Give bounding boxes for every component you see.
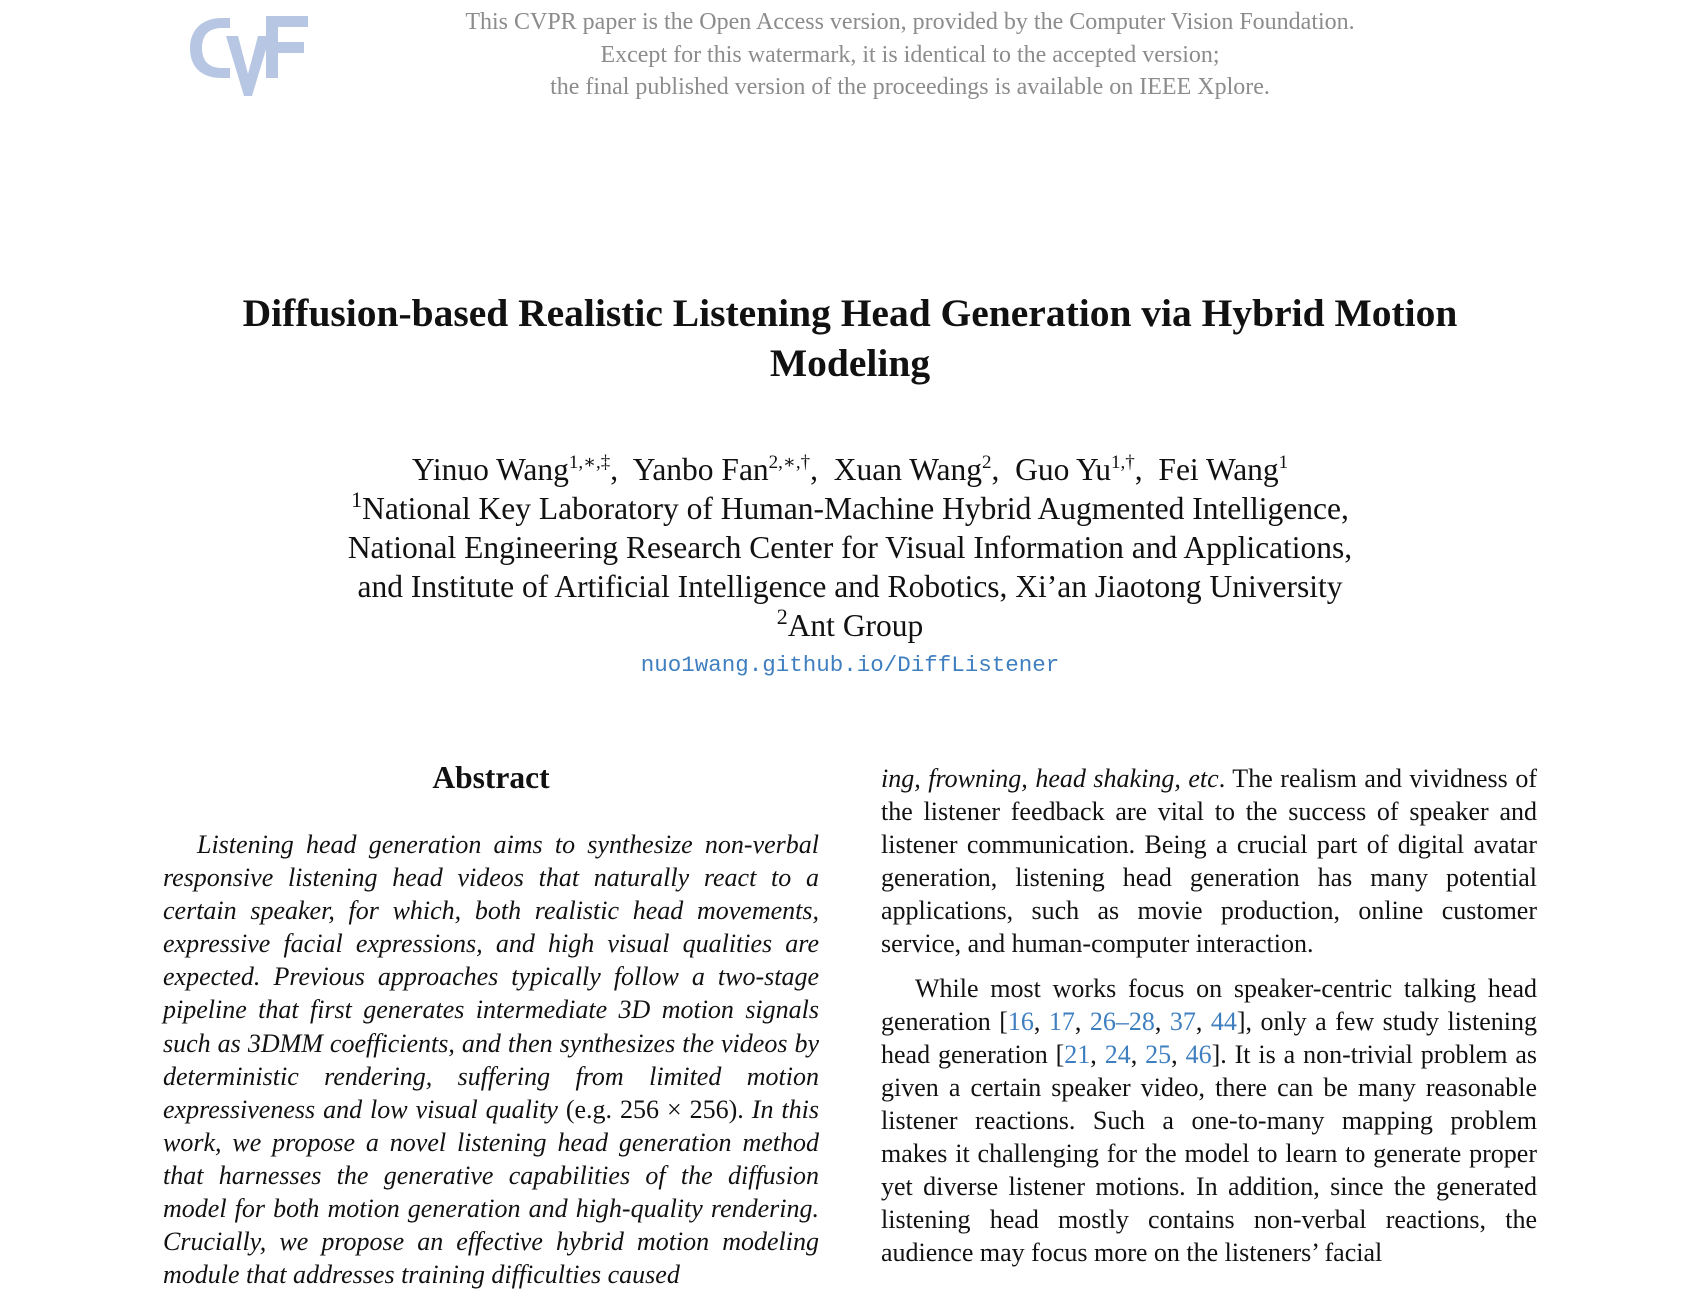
- watermark-line: Except for this watermark, it is identical to the accepted version;: [600, 41, 1220, 68]
- intro-text: ], only a few study listening head generation [: [881, 1006, 1538, 1069]
- citation-link[interactable]: 17: [1048, 1006, 1075, 1036]
- citation-link[interactable]: 25: [1145, 1039, 1172, 1069]
- cvf-logo-icon: [186, 14, 310, 96]
- affiliation-1-line3: and Institute of Artificial Intelligence and Robotics, Xi’an Jiaotong University: [357, 569, 1343, 604]
- citation-link[interactable]: 46: [1185, 1039, 1212, 1069]
- intro-paragraph-2: While most works focus on speaker-centric talking head generation [16, 17, 26–28, 37, 44], only a few study listening head generation [21, 24, 25, 46]. It is a non-trivial problem as given a certain speaker video, there can be many reasonable listener reactions. Such a one-to-many mapping problem makes it challenging for the model to learn to generate proper yet diverse listener motions. In addition, since the generated listening head mostly contains non-verbal reactions, the audience may focus more on the listeners’ facial: [881, 973, 1538, 1268]
- introduction-column: [881, 762, 1537, 1269]
- abstract-text: In this work, we propose a novel listening head generation method that harnesses the generative capabilities of the diffusion model for both motion generation and high-quality rendering. Crucially, we propose an effective hybrid motion modeling module that addresses training difficulties caused: [163, 1094, 819, 1290]
- author-block: [250, 450, 1450, 645]
- affiliation-mark: 1: [351, 487, 363, 512]
- intro-text: While most works focus on speaker-centric talking head generation [: [881, 973, 1537, 1036]
- affiliation-1-line2: National Engineering Research Center for Visual Information and Applications,: [347, 530, 1353, 565]
- author: Guo Yu: [1015, 452, 1112, 487]
- abstract-heading: Abstract: [432, 760, 550, 795]
- author-list: Yinuo Wang$^{1,∗,\ddagger}$, Yanbo Fan$^{2,∗,\dagger}$, Xuan Wang$^2$, Guo $Yu^{1,\dagger}$, Fei Wang$^1$: [411, 452, 1289, 487]
- author: Yinuo Wang: [411, 452, 569, 487]
- cvf-logo: [186, 14, 310, 96]
- author: Yanbo Fan: [632, 452, 769, 487]
- affiliation-text: Ant Group: [787, 608, 924, 643]
- open-access-watermark: [340, 6, 1480, 104]
- intro-text: ]. It is a non-trivial problem as given a certain speaker video, there can be many reasonable listener reactions. Such a one-to-many mapping problem makes it challenging for the model to learn to generate proper yet diverse listener motions. In addition, since the generated listening head mostly contains non-verbal reactions, the audience may focus more on the listeners’ facial: [881, 1039, 1538, 1268]
- author: Xuan Wang: [833, 452, 982, 487]
- author: Fei Wang: [1158, 452, 1279, 487]
- intro-italic-text: ing, frowning, head shaking, etc: [881, 764, 1219, 793]
- citation-link[interactable]: 24: [1104, 1039, 1131, 1069]
- abstract-body: [163, 828, 819, 1291]
- intro-paragraph-1: [881, 762, 1537, 961]
- author-marks: 2: [981, 452, 992, 473]
- author-marks: 2,∗,†: [768, 452, 811, 473]
- project-url-link[interactable]: nuo1wang.github.io/DiffListener: [640, 652, 1060, 678]
- affiliation-text: National Key Laboratory of Human-Machine Hybrid Augmented Intelligence,: [362, 491, 1349, 526]
- citation-link[interactable]: 37: [1169, 1006, 1196, 1036]
- watermark-line: This CVPR paper is the Open Access version, provided by the Computer Vision Foundation.: [465, 9, 1355, 35]
- citation-link[interactable]: 44: [1210, 1006, 1237, 1036]
- abstract-column: [163, 758, 819, 1291]
- author-marks: 1: [1278, 452, 1289, 473]
- citation-link[interactable]: 16: [1007, 1006, 1034, 1036]
- citation-link[interactable]: 26–28: [1089, 1006, 1155, 1036]
- paper-title: [200, 288, 1500, 388]
- author-marks: 1,∗,‡: [568, 452, 611, 473]
- abstract-text-upright: (e.g. 256 × 256).: [557, 1094, 752, 1124]
- affiliation-1: [250, 489, 1450, 528]
- title-line: Diffusion-based Realistic Listening Head Generation via Hybrid Motion: [242, 291, 1458, 335]
- affiliation-mark: 2: [776, 604, 788, 629]
- affiliation-2: [250, 606, 1450, 645]
- citation-link[interactable]: 21: [1064, 1039, 1091, 1069]
- author-marks: 1,†: [1111, 452, 1135, 473]
- abstract-text: Listening head generation aims to synthesize non-verbal responsive listening head videos that naturally react to a certain speaker, for which, both realistic head movements, expressive facial expressions, and high visual qualities are expected. Previous approaches typically follow a two-stage pipeline that first generates intermediate 3D motion signals such as 3DMM coefficients, and then synthesizes the videos by deterministic rendering, suffering from limited motion expressiveness and low visual quality: [163, 830, 819, 1124]
- watermark-line: the final published version of the proceedings is available on IEEE Xplore.: [550, 74, 1270, 100]
- title-line: Modeling: [769, 341, 931, 385]
- intro-text: . The realism and vividness of the listener feedback are vital to the success of speaker and listener communication. Being a crucial part of digital avatar generation, listening head generation has many potential applications, such as movie production, online customer service, and human-computer interaction.: [881, 764, 1537, 959]
